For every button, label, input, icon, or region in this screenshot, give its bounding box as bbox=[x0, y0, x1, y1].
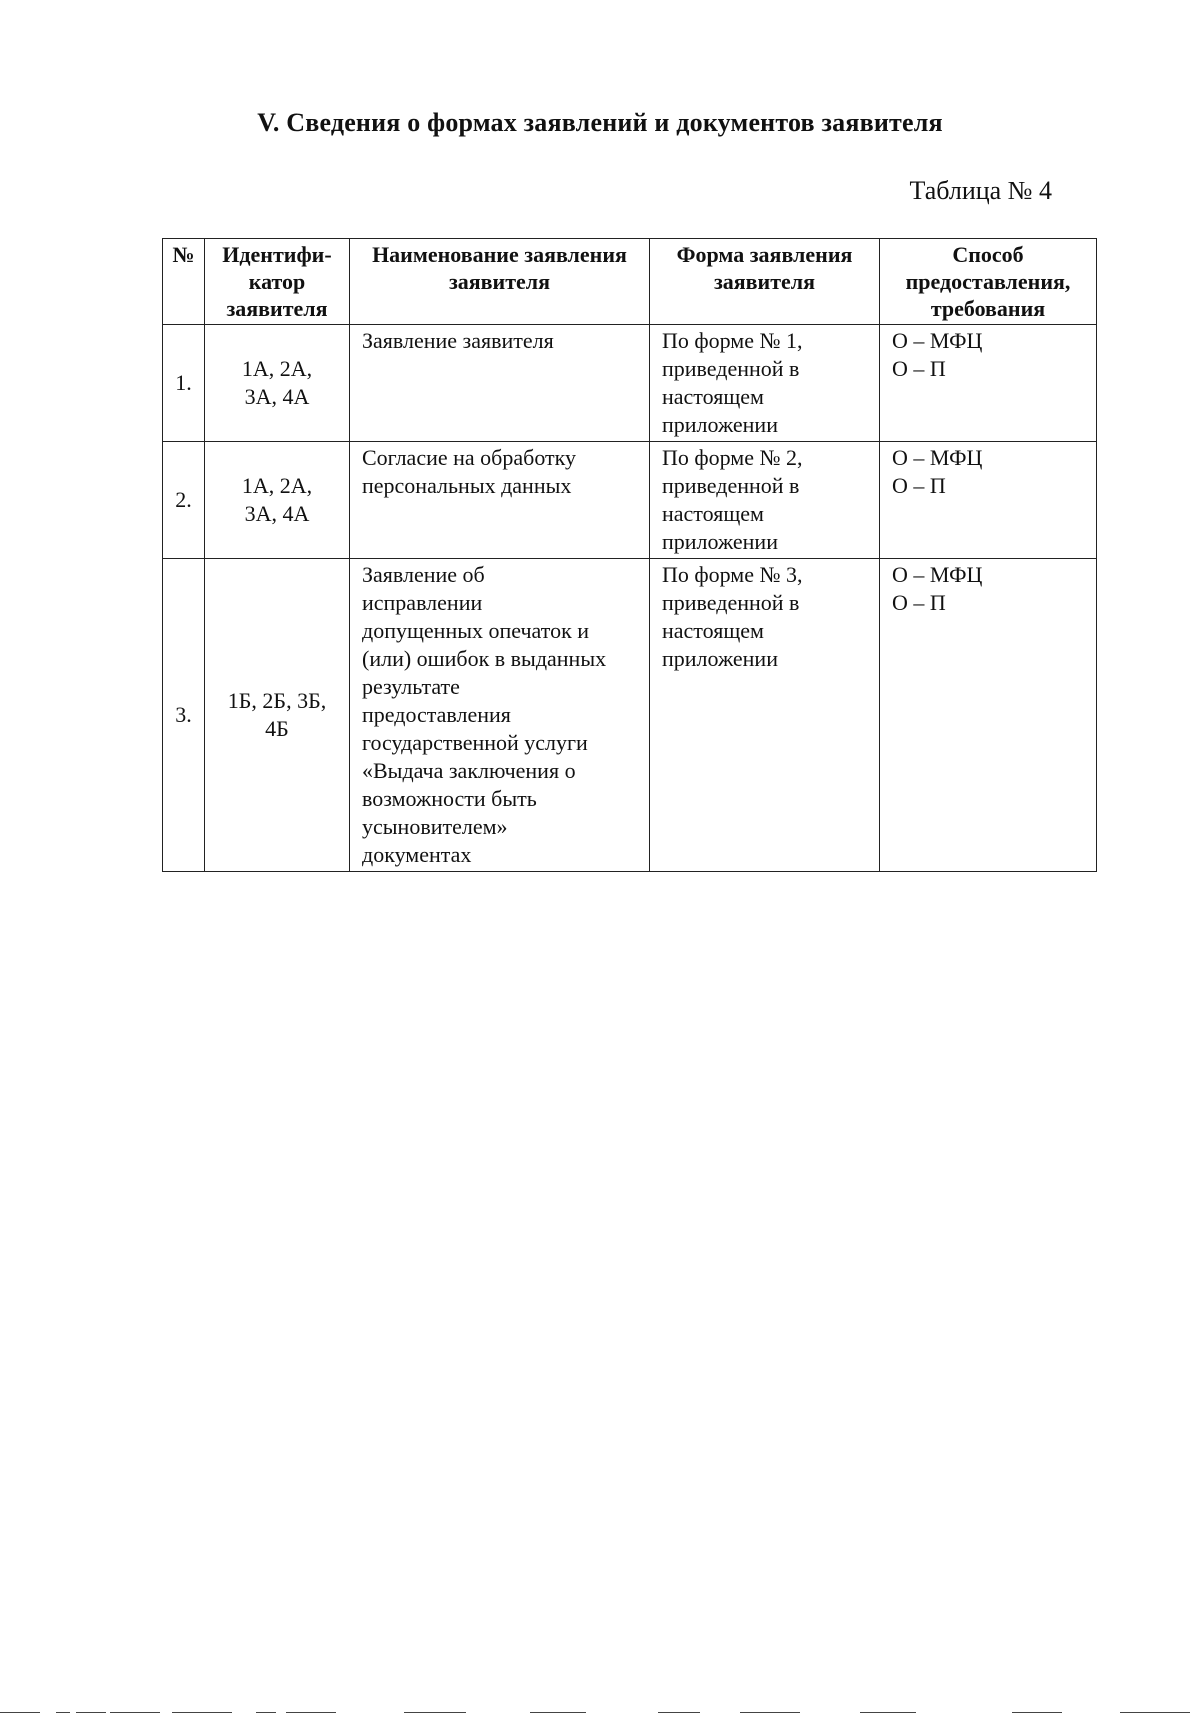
table-row bbox=[163, 559, 1097, 872]
header-form bbox=[650, 239, 880, 325]
row-name bbox=[350, 325, 650, 442]
table-body bbox=[163, 325, 1097, 872]
form-line: настоящем bbox=[662, 501, 764, 526]
row-number: 1. bbox=[163, 325, 205, 442]
table-row bbox=[163, 325, 1097, 442]
row-form bbox=[650, 325, 880, 442]
form-line: По форме № 1, bbox=[662, 328, 803, 353]
form-line: приложении bbox=[662, 529, 778, 554]
name-line: государственной услуги bbox=[362, 730, 588, 755]
name-line: допущенных опечаток и bbox=[362, 618, 590, 643]
header-name bbox=[350, 239, 650, 325]
table-header-row bbox=[163, 239, 1097, 325]
name-line: исправлении bbox=[362, 590, 483, 615]
name-line: Заявление об bbox=[362, 562, 485, 587]
row-number: 2. bbox=[163, 442, 205, 559]
row-form bbox=[650, 559, 880, 872]
form-line: приведенной в bbox=[662, 356, 800, 381]
header-identifier bbox=[205, 239, 350, 325]
header-method-line: требования bbox=[930, 296, 1046, 321]
name-line: результате bbox=[362, 674, 460, 699]
identifier-line: 3А, 4А bbox=[244, 384, 310, 409]
header-identifier-line: катор bbox=[248, 269, 306, 294]
identifier-line: 3А, 4А bbox=[244, 501, 310, 526]
name-line: (или) ошибок в выданных bbox=[362, 646, 607, 671]
name-line: предоставления bbox=[362, 702, 511, 727]
name-line: «Выдача заключения о bbox=[362, 758, 576, 783]
row-name bbox=[350, 442, 650, 559]
identifier-line: 1Б, 2Б, 3Б, bbox=[227, 688, 327, 713]
form-line: По форме № 2, bbox=[662, 445, 803, 470]
name-line: персональных данных bbox=[362, 473, 572, 498]
form-line: настоящем bbox=[662, 384, 764, 409]
name-line: документах bbox=[362, 842, 472, 867]
identifier-line: 1А, 2А, bbox=[241, 356, 313, 381]
row-form bbox=[650, 442, 880, 559]
method-line: О – П bbox=[892, 590, 946, 615]
table-caption: Таблица № 4 bbox=[909, 176, 1052, 205]
form-line: приложении bbox=[662, 412, 778, 437]
row-method bbox=[880, 325, 1097, 442]
name-line: Заявление заявителя bbox=[362, 328, 554, 353]
header-form-line: заявителя bbox=[713, 269, 816, 294]
form-line: настоящем bbox=[662, 618, 764, 643]
header-method bbox=[880, 239, 1097, 325]
header-method-line: Способ bbox=[952, 242, 1024, 267]
row-identifier bbox=[205, 325, 350, 442]
name-line: усыновителем» bbox=[362, 814, 508, 839]
method-line: О – МФЦ bbox=[892, 328, 983, 353]
method-line: О – П bbox=[892, 473, 946, 498]
method-line: О – МФЦ bbox=[892, 562, 983, 587]
page-title: V. Сведения о формах заявлений и документов заявителя bbox=[257, 108, 943, 137]
row-identifier bbox=[205, 559, 350, 872]
header-number bbox=[163, 239, 205, 325]
method-line: О – П bbox=[892, 356, 946, 381]
method-line: О – МФЦ bbox=[892, 445, 983, 470]
documents-table bbox=[162, 238, 1097, 872]
name-line: возможности быть bbox=[362, 786, 537, 811]
header-method-line: предоставления, bbox=[905, 269, 1071, 294]
row-method bbox=[880, 442, 1097, 559]
form-line: По форме № 3, bbox=[662, 562, 803, 587]
row-name bbox=[350, 559, 650, 872]
header-form-line: Форма заявления bbox=[676, 242, 853, 267]
form-line: приложении bbox=[662, 646, 778, 671]
header-identifier-line: заявителя bbox=[226, 296, 328, 321]
header-identifier-line: Идентифи- bbox=[222, 242, 332, 267]
table-row bbox=[163, 442, 1097, 559]
form-line: приведенной в bbox=[662, 590, 800, 615]
row-number: 3. bbox=[163, 559, 205, 872]
header-name-line: заявителя bbox=[448, 269, 551, 294]
form-line: приведенной в bbox=[662, 473, 800, 498]
table-header bbox=[163, 239, 1097, 325]
header-name-line: Наименование заявления bbox=[372, 242, 627, 267]
scan-edge-marks bbox=[0, 1712, 1200, 1716]
identifier-line: 1А, 2А, bbox=[241, 473, 313, 498]
row-identifier bbox=[205, 442, 350, 559]
row-method bbox=[880, 559, 1097, 872]
name-line: Согласие на обработку bbox=[362, 445, 577, 470]
header-number-text: № bbox=[172, 242, 195, 267]
identifier-line: 4Б bbox=[265, 716, 289, 741]
